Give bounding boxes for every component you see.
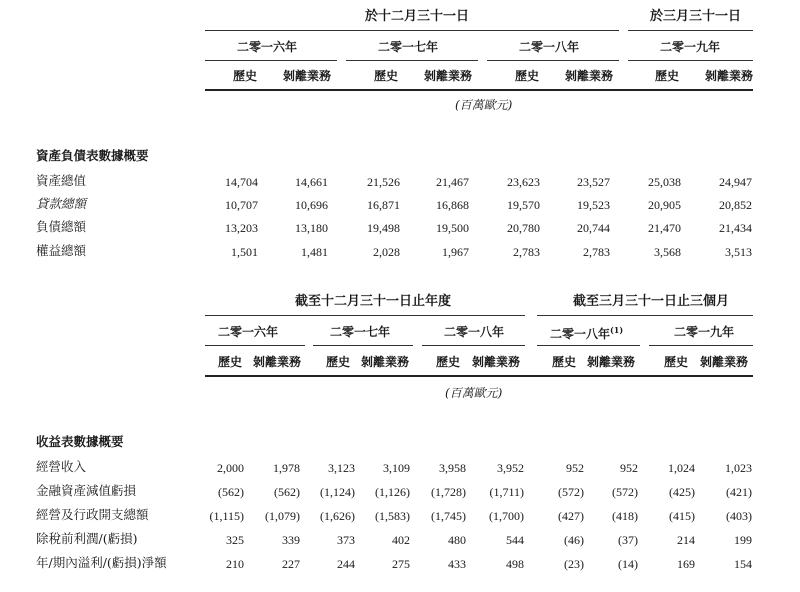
balance-value-cell: 19,523 [577,198,610,212]
balance-value-cell: 1,501 [231,245,258,259]
balance-value-cell: 24,947 [719,175,752,189]
income-section-title: 收益表數據概要 [36,434,124,449]
income-year-2019-q1: 二零一九年 [674,325,735,339]
income-value-cell: (1,126) [375,485,410,499]
balance-value-cell: 3,568 [654,245,681,259]
balance-value-cell: 2,783 [513,245,540,259]
income-value-cell: 3,109 [383,461,410,475]
balance-value-cell: 19,498 [367,221,400,235]
income-value-cell: 154 [734,557,752,571]
income-value-cell: (562) [274,485,300,499]
balance-value-cell: 13,203 [225,221,258,235]
income-value-cell: 275 [392,557,410,571]
balance-period-rule-right [628,30,753,31]
income-value-cell: (1,745) [431,509,466,523]
balance-section-title: 資產負債表數據概要 [36,148,149,163]
balance-value-cell: 20,780 [507,221,540,235]
balance-value-cell: 13,180 [295,221,328,235]
income-value-cell: (562) [218,485,244,499]
income-value-cell: 498 [506,557,524,571]
income-value-cell: (1,115) [209,509,244,523]
balance-value-cell: 16,868 [436,198,469,212]
income-value-cell: 3,952 [497,461,524,475]
income-unit: (百萬歐元) [445,386,503,400]
balance-value-cell: 10,707 [225,198,258,212]
income-value-cell: (425) [669,485,695,499]
income-value-cell: 210 [226,557,244,571]
income-sub-spin: 剝離業務 [472,355,521,369]
income-header-bottom-rule [205,375,753,377]
balance-year-2017: 二零一七年 [378,40,439,54]
income-value-cell: (23) [564,557,584,571]
income-sub-hist: 歷史 [664,355,689,369]
balance-sub-spin: 剝離業務 [705,69,754,83]
balance-year-rule [346,60,478,61]
income-value-cell: (415) [669,509,695,523]
income-value-cell: 244 [337,557,355,571]
income-value-cell: 325 [226,533,244,547]
income-value-cell: (1,711) [489,485,524,499]
row-label-profit-before-tax: 除稅前利潤/(虧損) [36,531,138,546]
balance-value-cell: 14,661 [295,175,328,189]
income-period-rule-right [537,315,753,316]
balance-value-cell: 19,500 [436,221,469,235]
balance-header-bottom-rule [205,89,753,91]
income-value-cell: 1,024 [668,461,695,475]
balance-period-right: 於三月三十一日 [650,9,742,24]
income-value-cell: (37) [618,533,638,547]
balance-unit: (百萬歐元) [455,98,513,112]
income-value-cell: 480 [448,533,466,547]
balance-sub-hist: 歷史 [374,69,399,83]
balance-value-cell: 16,871 [367,198,400,212]
balance-year-2018: 二零一八年 [519,40,580,54]
income-value-cell: 1,978 [273,461,300,475]
row-label-net-profit: 年/期內溢利/(虧損)淨額 [36,555,167,570]
balance-value-cell: 20,744 [577,221,610,235]
income-value-cell: 3,958 [439,461,466,475]
income-value-cell: 227 [282,557,300,571]
balance-value-cell: 1,481 [301,245,328,259]
income-value-cell: (421) [726,485,752,499]
balance-sub-hist: 歷史 [655,69,680,83]
income-value-cell: (572) [612,485,638,499]
income-value-cell: (1,583) [375,509,410,523]
income-value-cell: 2,000 [217,461,244,475]
balance-value-cell: 21,434 [719,221,752,235]
row-label-operating-expenses: 經營及行政開支總額 [36,507,149,522]
balance-value-cell: 25,038 [648,175,681,189]
income-year-2016: 二零一六年 [218,325,279,339]
income-year-2017: 二零一七年 [330,325,391,339]
row-label-impairment-losses: 金融資產減值虧損 [36,483,137,498]
balance-value-cell: 20,852 [719,198,752,212]
balance-value-cell: 23,527 [577,175,610,189]
income-value-cell: 339 [282,533,300,547]
income-value-cell: 199 [734,533,752,547]
income-value-cell: (1,626) [320,509,355,523]
row-label-operating-income: 經營收入 [36,459,87,474]
balance-year-2016: 二零一六年 [237,40,298,54]
row-label-total-liabilities: 負債總額 [36,219,87,234]
income-year-2018: 二零一八年 [444,325,505,339]
income-sub-hist: 歷史 [326,355,351,369]
income-year-2018-q1: 二零一八年$^{(1)}$ [550,325,624,341]
balance-value-cell: 19,570 [507,198,540,212]
income-year-rule [205,345,305,346]
balance-value-cell: 20,905 [648,198,681,212]
income-value-cell: 544 [506,533,524,547]
income-value-cell: 373 [337,533,355,547]
income-sub-spin: 剝離業務 [587,355,636,369]
balance-value-cell: 21,526 [367,175,400,189]
balance-sub-spin: 剝離業務 [565,69,614,83]
balance-period-left: 於十二月三十一日 [365,9,470,24]
row-label-total-loans: 貸款總額 [36,196,87,211]
balance-value-cell: 2,028 [373,245,400,259]
balance-year-rule [628,60,753,61]
income-value-cell: (1,728) [431,485,466,499]
balance-year-2019: 二零一九年 [660,40,721,54]
income-value-cell: (1,700) [489,509,524,523]
income-value-cell: (1,124) [320,485,355,499]
balance-year-rule [205,60,337,61]
row-label-total-equity: 權益總額 [36,243,87,258]
income-period-right: 截至三月三十一日止三個月 [573,294,730,309]
balance-value-cell: 3,513 [725,245,752,259]
income-value-cell: (46) [564,533,584,547]
income-sub-spin: 剝離業務 [700,355,749,369]
income-value-cell: (572) [558,485,584,499]
income-value-cell: 402 [392,533,410,547]
income-period-rule-left [205,315,525,316]
balance-year-rule [487,60,619,61]
income-value-cell: 3,123 [328,461,355,475]
income-value-cell: 214 [677,533,695,547]
income-value-cell: (427) [558,509,584,523]
balance-period-rule-left [205,30,619,31]
income-value-cell: 952 [620,461,638,475]
income-value-cell: (14) [618,557,638,571]
income-sub-hist: 歷史 [552,355,577,369]
income-value-cell: 1,023 [725,461,752,475]
balance-sub-spin: 剝離業務 [283,69,332,83]
income-sub-hist: 歷史 [436,355,461,369]
balance-value-cell: 14,704 [225,175,258,189]
income-year-rule [422,345,525,346]
row-label-total-assets: 資產總值 [36,173,87,188]
income-year-rule [649,345,753,346]
income-value-cell: (403) [726,509,752,523]
balance-sub-hist: 歷史 [515,69,540,83]
balance-value-cell: 1,967 [442,245,469,259]
income-value-cell: (1,079) [265,509,300,523]
income-value-cell: 169 [677,557,695,571]
income-sub-hist: 歷史 [218,355,243,369]
income-value-cell: 952 [566,461,584,475]
balance-sub-spin: 剝離業務 [424,69,473,83]
income-sub-spin: 剝離業務 [253,355,302,369]
income-year-rule [537,345,640,346]
balance-value-cell: 23,623 [507,175,540,189]
balance-sub-hist: 歷史 [233,69,258,83]
income-year-rule [313,345,413,346]
balance-value-cell: 2,783 [583,245,610,259]
balance-value-cell: 10,696 [295,198,328,212]
balance-value-cell: 21,467 [436,175,469,189]
income-value-cell: 433 [448,557,466,571]
balance-value-cell: 21,470 [648,221,681,235]
income-period-left: 截至十二月三十一日止年度 [295,294,452,309]
income-sub-spin: 剝離業務 [361,355,410,369]
income-value-cell: (418) [612,509,638,523]
